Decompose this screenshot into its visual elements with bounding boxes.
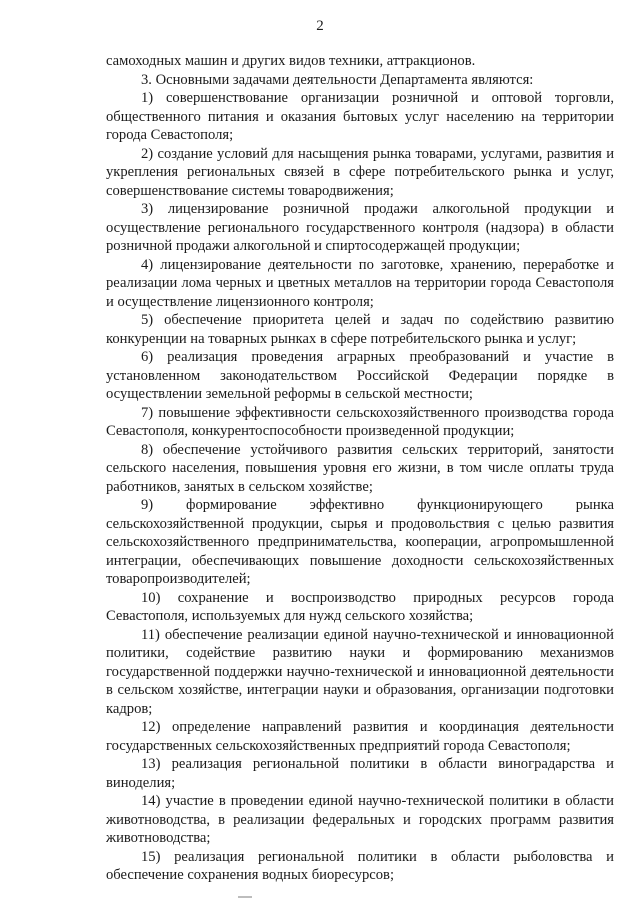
list-item-5: 5) обеспечение приоритета целей и задач по содействию развитию конкуренции на товарных рынках в сфере потребительского рынка и услуг; — [106, 312, 614, 347]
list-item-9: 9) формирование эффективно функционирующего рынка сельскохозяйственной продукции, сырья и продовольствия с целью развития сельскохозяйственного предпринимательства, кооперации, агропромышленной интеграции, обеспечивающих повышение доходности сельскохозяйственных товаропроизводителей; — [106, 497, 614, 587]
list-item-11: 11) обеспечение реализации единой научно-технической и инновационной политики, содействие развитию науки и формированию механизмов государственной поддержки научно-технической и инновационной деятельности в сельском хозяйстве, интеграции науки и образования, организации подготовки кадров; — [106, 626, 614, 717]
list-item-13: 13) реализация региональной политики в области виноградарства и виноделия; — [106, 756, 614, 791]
page-number: 2 — [316, 18, 324, 34]
list-item-3: 3) лицензирование розничной продажи алкогольной продукции и осуществление регионального государственного контроля (надзора) в области розничной продажи алкогольной и спиртосодержащей продукции; — [106, 201, 614, 254]
list-item-4: 4) лицензирование деятельности по заготовке, хранению, переработке и реализации лома черных и цветных металлов на территории города Севастополя и осуществление лицензионного контроля; — [106, 256, 614, 310]
document-body — [106, 52, 614, 885]
list-item-1: 1) совершенствование организации розничной и оптовой торговли, общественного питания и оказания бытовых услуг населению на территории города Севастополя; — [106, 90, 614, 143]
list-item-12: 12) определение направлений развития и координация деятельности государственных сельскохозяйственных предприятий города Севастополя; — [106, 719, 614, 754]
list-item-14: 14) участие в проведении единой научно-технической политики в области животноводства, в реализации федеральных и городских программ развития животноводства; — [106, 793, 614, 846]
list-item-8: 8) обеспечение устойчивого развития сельских территорий, занятости сельского населения, повышения уровня его жизни, в том числе оплаты труда работников, занятых в сельском хозяйстве; — [106, 441, 614, 495]
list-item-2: 2) создание условий для насыщения рынка товарами, услугами, развития и укрепления региональных связей в сфере потребительского рынка и услуг, совершенствование системы товародвижения; — [106, 145, 614, 199]
list-item-10: 10) сохранение и воспроизводство природных ресурсов города Севастополя, используемых для нужд сельского хозяйства; — [106, 589, 614, 624]
paragraph-continuation: самоходных машин и других видов техники, аттракционов. — [106, 53, 476, 69]
list-item-15: 15) реализация региональной политики в области рыболовства и обеспечение сохранения водных биоресурсов; — [106, 848, 614, 883]
paragraph-section-3-heading: 3. Основными задачами деятельности Департамента являются: — [141, 71, 534, 88]
list-item-6: 6) реализация проведения аграрных преобразований и участие в установленном законодательством Российской Федерации порядке в осуществлении земельной реформы в сельской местности; — [106, 349, 614, 402]
scan-mark — [238, 896, 252, 898]
list-item-7: 7) повышение эффективности сельскохозяйственного производства города Севастополя, конкурентоспособности произведенной продукции; — [106, 404, 614, 439]
